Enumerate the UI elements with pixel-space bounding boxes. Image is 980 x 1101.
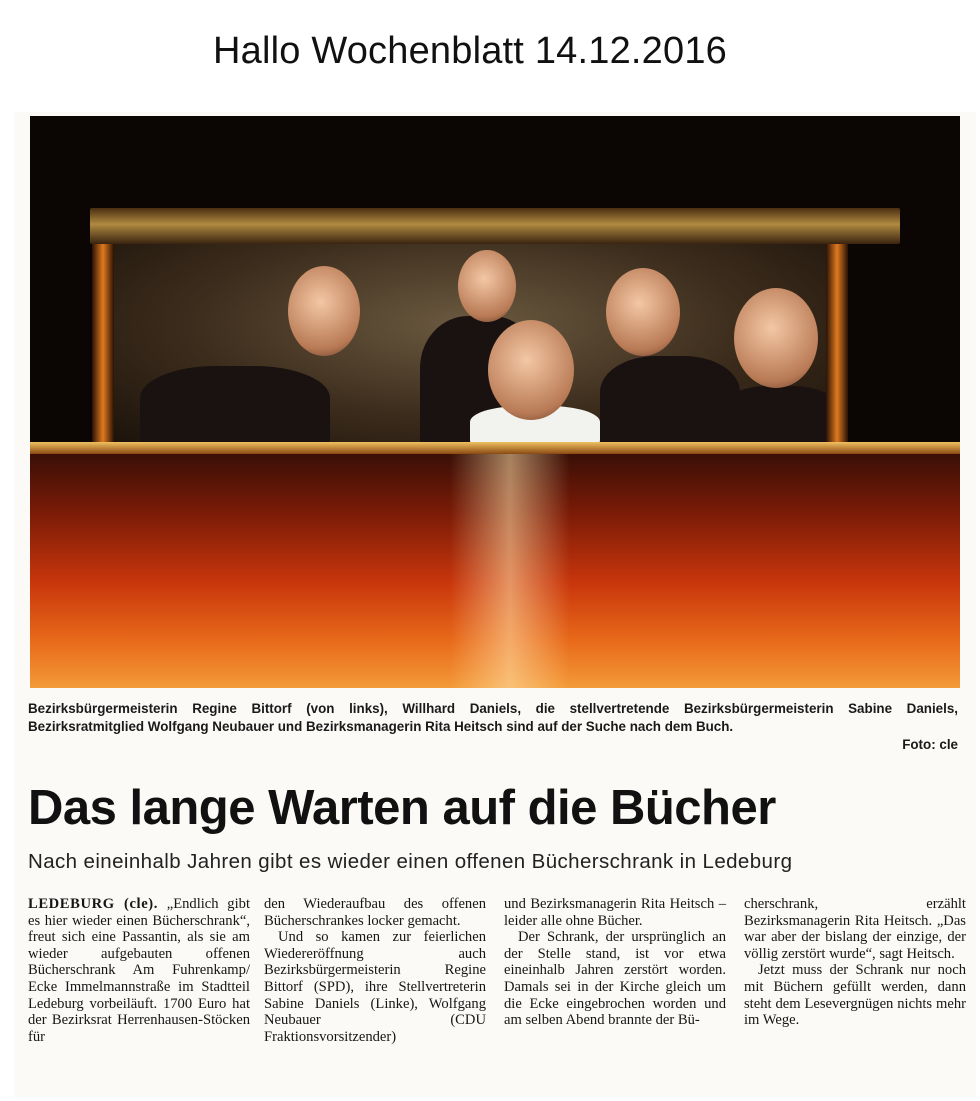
article-paragraph [28,896,250,1045]
article-column-1 [28,896,250,1045]
article-paragraph: den Wiederaufbau des offenen Bücherschrankes locker gemacht. [264,896,486,929]
paragraph-text: „Endlich gibt es hier wieder einen Bücherschrank“, freut sich eine Passantin, als sie am wieder aufgebauten offenen Bücherschrank Am Fuhrenkamp/ Ecke Immelmannstraße im Stadtteil Ledeburg vorbeiläuft. 1700 Euro hat der Bezirksrat Herrenhausen-Stöcken für [28,896,250,1045]
article-column-4 [744,896,966,1029]
article-paragraph: Der Schrank, der ursprünglich an der Stelle stand, ist vor etwa eineinhalb Jahren zerstört worden. Damals sei in der Kirche gleich um die Ecke eingebrochen worden und am selben Abend brannte der Bü- [504,929,726,1029]
photo-caption-text: Bezirksbürgermeisterin Regine Bittorf (von links), Willhard Daniels, die stellvertretende Bezirksbürgermeisterin Sabine Daniels, Bezirksratmitglied Wolfgang Neubauer und Bezirksmanagerin Rita Heitsch sind auf der Suche nach dem Buch. [28,701,958,734]
person-rita-heitsch-body [720,386,840,446]
person-wolfgang-neubauer-body [600,356,740,446]
newspaper-clipping [14,112,976,1097]
article-paragraph: Und so kamen zur feierlichen Wiedereröffnung auch Bezirksbürgermeisterin Regine Bittorf (SPD), ihre Stellvertreterin Sabine Daniels (Linke), Wolfgang Neubauer (CDU Fraktionsvorsitzender) [264,929,486,1045]
light-glare [450,454,570,688]
dateline: LEDEBURG (cle). [28,896,158,912]
person-regine-bittorf-body [140,366,330,446]
article-photo [30,116,960,688]
article-column-2 [264,896,486,1045]
person-willhard-daniels [458,250,516,322]
photo-caption [28,700,958,754]
photo-credit: Foto: cle [902,737,958,752]
person-wolfgang-neubauer [606,268,680,356]
article-body [28,896,966,1096]
article-column-3 [504,896,726,1029]
person-rita-heitsch [734,288,818,388]
article-paragraph: und Bezirksmanagerin Rita Heitsch – leider alle ohne Bücher. [504,896,726,929]
article-subheadline: Nach eineinhalb Jahren gibt es wieder einen offenen Bücherschrank in Ledeburg [28,850,793,873]
article-paragraph: cherschrank, erzählt Bezirksmanagerin Rita Heitsch. „Das war aber der bislang der einzige, der völlig zerstört wurde“, sagt Heitsch. [744,896,966,962]
person-sabine-daniels [488,320,574,420]
bookcase-shelf [30,442,960,454]
article-paragraph: Jetzt muss der Schrank nur noch mit Büchern gefüllt werden, dann steht dem Lesevergnügen nichts mehr im Wege. [744,962,966,1029]
article-headline: Das lange Warten auf die Bücher [28,781,776,835]
person-regine-bittorf [288,266,360,356]
clipping-source-title: Hallo Wochenblatt 14.12.2016 [212,30,728,72]
bookcase-post-right [826,244,848,454]
bookcase-post-left [92,244,114,454]
bookcase-frame-top [90,208,900,244]
